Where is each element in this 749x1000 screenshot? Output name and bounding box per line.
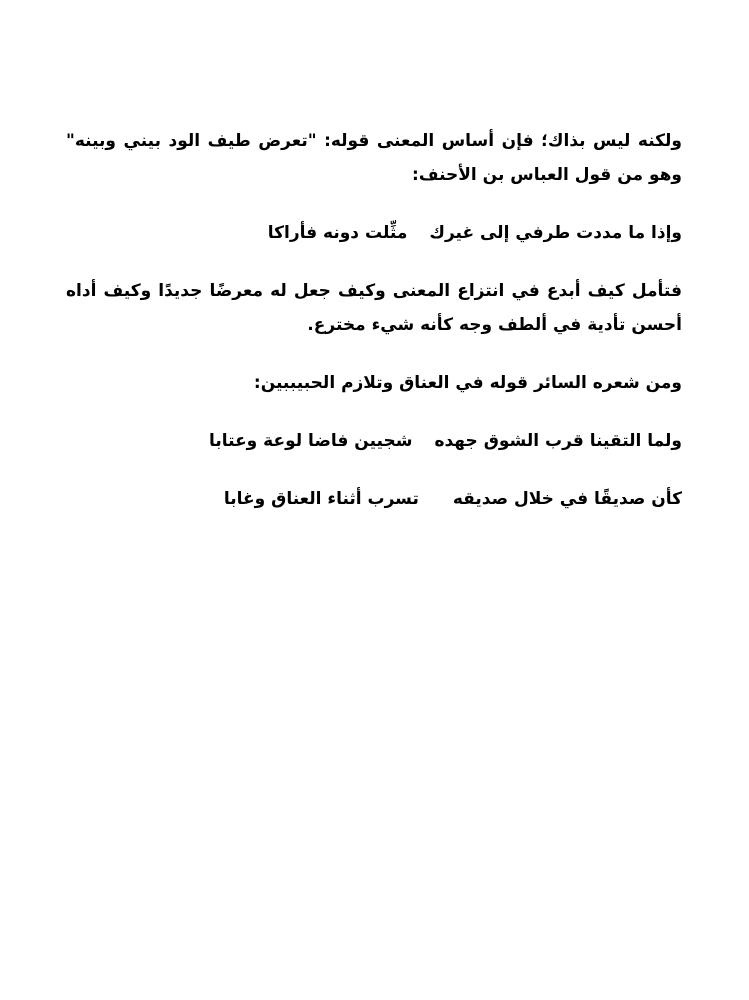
verse-1-second-half: مثِّلت دونه فأراكا (267, 223, 408, 243)
hemistich-gap (419, 482, 453, 516)
verse-2-first-half: ولما التقينا قرب الشوق جهده (434, 431, 682, 451)
document-body (66, 124, 682, 540)
hemistich-gap (407, 216, 429, 250)
paragraph-transition: ومن شعره السائر قوله في العناق وتلازم الحبيببين: (253, 373, 682, 393)
verse-2-second-half: شجيين فاضا لوعة وعتابا (208, 431, 413, 451)
verse-line-2 (66, 424, 682, 458)
verse-1-first-half: وإذا ما مددت طرفي إلى غيرك (429, 223, 682, 243)
verse-3-first-half: كأن صديقًا في خلال صديقه (452, 489, 682, 509)
verse-line-3 (66, 482, 682, 516)
verse-3-second-half: تسرب أثناء العناق وغابا (223, 489, 419, 509)
hemistich-gap (412, 424, 434, 458)
paragraph-intro: ولكنه ليس بذاك؛ فإن أساس المعنى قوله: "تعرض طيف الود بيني وبينه" وهو من قول العباس بن الأحنف: (66, 131, 682, 185)
paragraph-commentary: فتأمل كيف أبدع في انتزاع المعنى وكيف جعل له معرضًا جديدًا وكيف أداه أحسن تأدية في ألطف وجه كأنه شيء مخترع. (66, 281, 682, 335)
verse-line-1 (66, 216, 682, 250)
